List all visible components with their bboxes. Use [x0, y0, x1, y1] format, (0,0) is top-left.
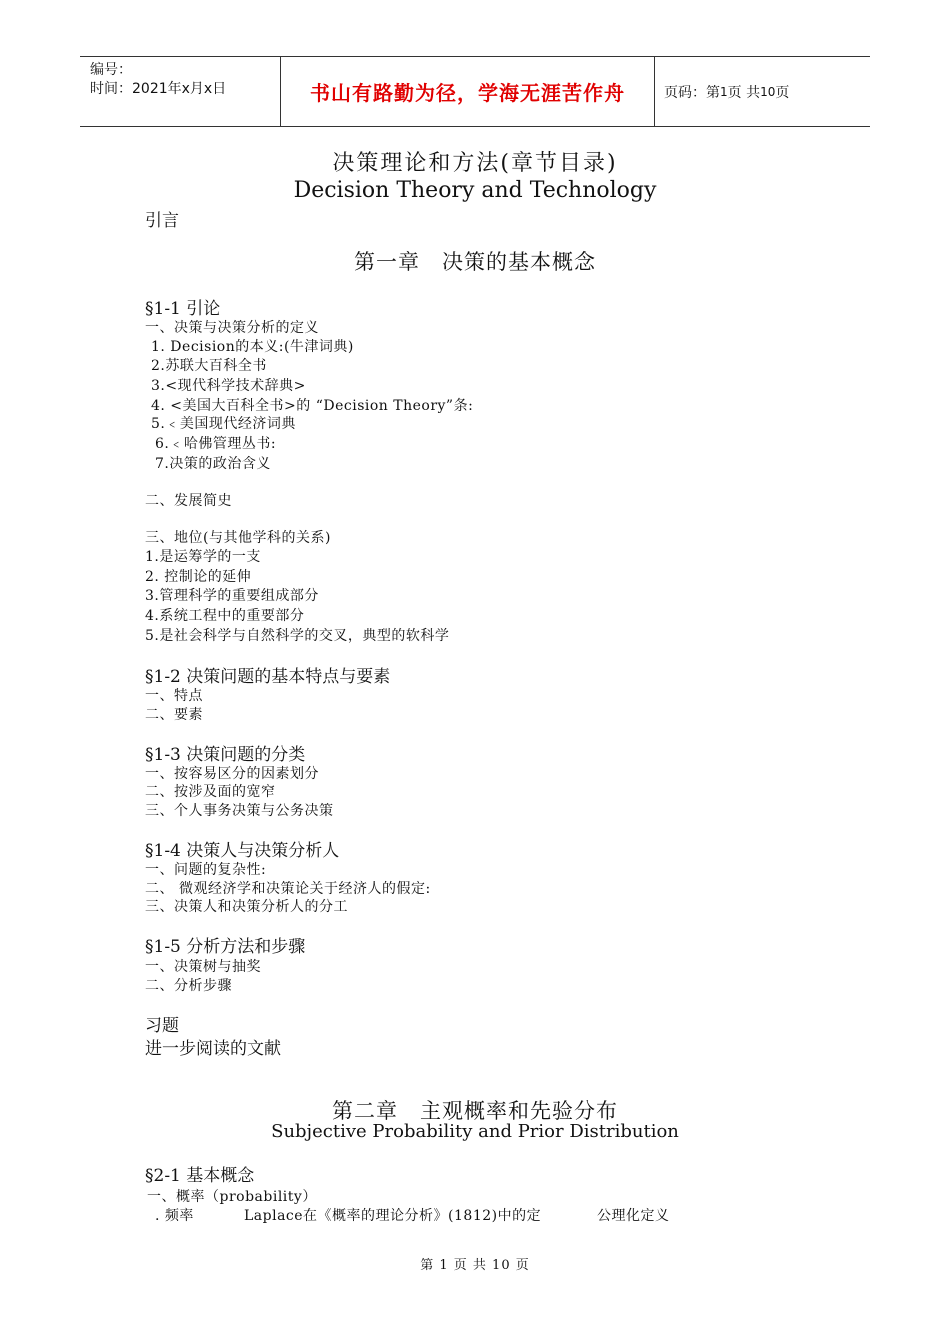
list-item: 3.管理科学的重要组成部分: [145, 588, 319, 604]
section-1-3-heading: §1-3 决策问题的分类: [145, 745, 306, 765]
doc-title-cn: 决策理论和方法(章节目录): [332, 151, 618, 176]
section-2-1-heading: §2-1 基本概念: [145, 1166, 255, 1186]
chapter2-title: 第二章 主观概率和先验分布: [332, 1099, 618, 1123]
page-prefix: 页码：第: [664, 84, 720, 101]
section-1-2-heading: §1-2 决策问题的基本特点与要素: [145, 667, 391, 687]
chapter1-title: 第一章 决策的基本概念: [354, 250, 596, 274]
list-item: 一、按容易区分的因素划分: [145, 766, 319, 782]
list-item: 4.系统工程中的重要部分: [145, 608, 305, 624]
list-item: 三、地位(与其他学科的关系): [145, 530, 331, 546]
header-motto: 书山有路勤为径，学海无涯苦作舟: [281, 57, 655, 126]
list-item: 4. <美国大百科全书>的 “Decision Theory”条:: [151, 398, 474, 414]
page-number: 1: [720, 84, 728, 99]
header-time-label: 时间：2021年x月x日: [90, 81, 227, 97]
list-item: 一、问题的复杂性:: [145, 862, 267, 878]
list-item: 2.苏联大百科全书: [151, 358, 267, 374]
page-suffix: 页: [775, 84, 790, 101]
header-info-cell: [80, 57, 281, 126]
doc-title-en: Decision Theory and Technology: [293, 178, 657, 203]
list-item: 5.是社会科学与自然科学的交叉，典型的软科学: [145, 628, 450, 644]
list-item: 3.<现代科学技术辞典>: [151, 378, 306, 394]
list-item: 6.﹤哈佛管理丛书:: [155, 436, 277, 452]
list-item: 2. 控制论的延伸: [145, 569, 252, 585]
list-item: 公理化定义: [597, 1208, 670, 1224]
list-item: 二、 微观经济学和决策论关于经济人的假定:: [145, 881, 431, 897]
exercise-heading: 习题: [145, 1016, 179, 1036]
list-item: 一、决策树与抽奖: [145, 959, 261, 975]
intro-heading: 引言: [145, 211, 179, 231]
list-item: 二、要素: [145, 707, 203, 723]
list-item: 二、发展简史: [145, 493, 232, 509]
header-table: [80, 56, 870, 127]
list-item: 7.决策的政治含义: [155, 456, 271, 472]
list-item: 1.是运筹学的一支: [145, 549, 261, 565]
page-total: 10: [760, 84, 776, 99]
list-item: Laplace在《概率的理论分析》(1812)中的定: [244, 1208, 542, 1224]
list-item: 一、特点: [145, 688, 203, 704]
list-item: 一、决策与决策分析的定义: [145, 320, 319, 336]
section-1-1-heading: §1-1 引论: [145, 299, 221, 319]
section-1-4-heading: §1-4 决策人与决策分析人: [145, 841, 340, 861]
list-item: 二、按涉及面的宽窄: [145, 784, 276, 800]
reading-heading: 进一步阅读的文献: [145, 1039, 281, 1059]
list-item: 1. Decision的本义:(牛津词典): [151, 339, 354, 355]
header-id-label: 编号：: [90, 62, 132, 78]
list-item: 三、个人事务决策与公务决策: [145, 803, 334, 819]
section-1-5-heading: §1-5 分析方法和步骤: [145, 937, 306, 957]
list-item: 一、概率（probability）: [147, 1189, 317, 1205]
list-item: 5.﹤美国现代经济词典: [151, 416, 296, 432]
page-footer: 第 1 页 共 10 页: [420, 1258, 530, 1273]
list-item: 三、决策人和决策分析人的分工: [145, 899, 348, 915]
header-page-cell: [664, 57, 870, 126]
list-item: . 频率: [155, 1208, 194, 1224]
list-item: 二、分析步骤: [145, 978, 232, 994]
chapter2-subtitle: Subjective Probability and Prior Distribution: [271, 1121, 679, 1142]
page-mid: 页 共: [727, 84, 761, 101]
